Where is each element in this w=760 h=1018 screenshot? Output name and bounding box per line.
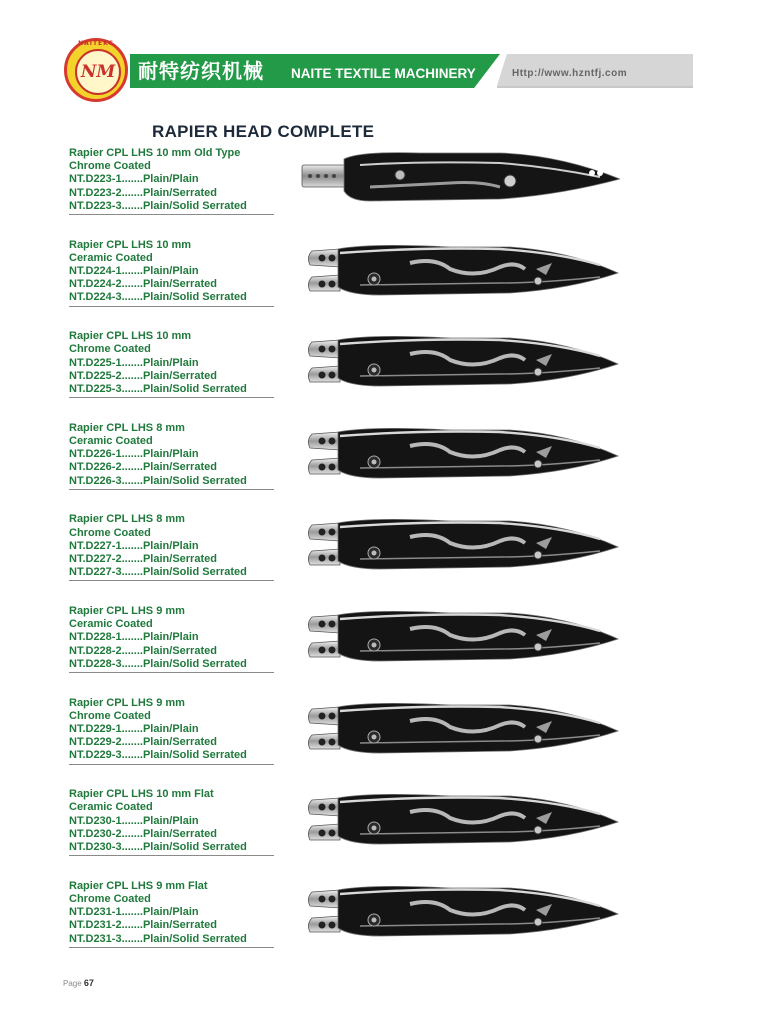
product-variant: NT.D229-1.......Plain/Plain: [69, 723, 199, 735]
product-variant: NT.D224-1.......Plain/Plain: [69, 265, 199, 277]
product-item: [62, 880, 702, 960]
product-variant: NT.D226-1.......Plain/Plain: [69, 448, 199, 461]
product-variant: NT.D223-1.......Plain/Plain: [69, 173, 199, 186]
product-variant: NT.D227-2.......Plain/Serrated: [69, 553, 217, 565]
product-name: Rapier CPL LHS 9 mm Flat: [69, 879, 208, 892]
rapier-head-image: [300, 239, 620, 309]
product-variant: NT.D224-2.......Plain/Serrated: [69, 278, 217, 291]
product-description: [69, 605, 274, 673]
product-variant: NT.D230-3.......Plain/Solid Serrated: [69, 841, 247, 853]
rapier-head-image: [300, 788, 620, 858]
company-name-english: NAITE TEXTILE MACHINERY: [291, 66, 476, 81]
product-description: [69, 788, 274, 856]
product-coating: Chrome Coated: [69, 526, 151, 539]
company-logo: [64, 38, 128, 102]
product-description: [69, 880, 274, 948]
product-item: [62, 147, 702, 227]
product-description: [69, 239, 274, 307]
company-name-chinese: 耐特纺织机械: [138, 59, 264, 83]
product-coating: Chrome Coated: [69, 893, 151, 905]
product-variant: NT.D227-1.......Plain/Plain: [69, 539, 199, 552]
header-divider: [497, 86, 693, 88]
product-coating: Ceramic Coated: [69, 251, 153, 264]
rapier-head-image: [300, 605, 620, 675]
page-footer: [63, 978, 94, 988]
product-description: [69, 513, 274, 581]
product-item: [62, 605, 702, 685]
page-title: RAPIER HEAD COMPLETE: [152, 122, 375, 141]
product-name: Rapier CPL LHS 9 mm: [69, 605, 185, 617]
page-label: Page: [63, 979, 82, 988]
product-coating: Chrome Coated: [69, 709, 151, 722]
product-item: [62, 513, 702, 593]
product-name: Rapier CPL LHS 10 mm: [69, 330, 192, 343]
product-description: [69, 697, 274, 765]
product-description: [69, 147, 274, 215]
product-variant: NT.D225-3.......Plain/Solid Serrated: [69, 383, 247, 395]
product-variant: NT.D230-2.......Plain/Serrated: [69, 827, 217, 840]
product-variant: NT.D229-2.......Plain/Serrated: [69, 736, 217, 749]
product-variant: NT.D223-2.......Plain/Serrated: [69, 186, 217, 199]
product-name: Rapier CPL LHS 10 mm Old Type: [69, 147, 241, 159]
rapier-head-image: [300, 880, 620, 950]
product-coating: Chrome Coated: [69, 160, 151, 173]
product-item: [62, 697, 702, 777]
product-coating: Ceramic Coated: [69, 618, 153, 631]
product-description: [69, 422, 274, 490]
product-item: [62, 330, 702, 410]
product-item: [62, 788, 702, 868]
product-variant: NT.D223-3.......Plain/Solid Serrated: [69, 199, 247, 212]
product-variant: NT.D227-3.......Plain/Solid Serrated: [69, 566, 247, 579]
product-variant: NT.D229-3.......Plain/Solid Serrated: [69, 749, 247, 762]
rapier-head-image: [300, 697, 620, 767]
rapier-head-image: [300, 147, 620, 217]
product-name: Rapier CPL LHS 8 mm: [69, 421, 185, 434]
product-variant: NT.D226-2.......Plain/Serrated: [69, 461, 217, 474]
product-variant: NT.D225-1.......Plain/Plain: [69, 356, 199, 369]
product-coating: Chrome Coated: [69, 343, 151, 356]
product-variant: NT.D225-2.......Plain/Serrated: [69, 369, 217, 382]
rapier-head-image: [300, 513, 620, 583]
website-url[interactable]: Http://www.hzntfj.com: [512, 68, 628, 79]
product-variant: NT.D228-2.......Plain/Serrated: [69, 644, 217, 657]
rapier-head-image: [300, 330, 620, 400]
product-item: [62, 422, 702, 502]
logo-ring-text: NAITEKC: [78, 40, 114, 47]
product-variant: NT.D231-1.......Plain/Plain: [69, 906, 199, 919]
logo-monogram: NM: [75, 49, 121, 95]
product-variant: NT.D226-3.......Plain/Solid Serrated: [69, 474, 247, 487]
page-number: 67: [83, 978, 94, 988]
product-variant: NT.D228-1.......Plain/Plain: [69, 631, 199, 644]
product-variant: NT.D230-1.......Plain/Plain: [69, 814, 199, 827]
product-variant: NT.D231-2.......Plain/Serrated: [69, 919, 217, 932]
product-item: [62, 239, 702, 319]
page-header: [0, 0, 760, 110]
product-name: Rapier CPL LHS 10 mm Flat: [69, 788, 214, 801]
rapier-head-image: [300, 422, 620, 492]
product-variant: NT.D231-3.......Plain/Solid Serrated: [69, 932, 247, 945]
product-name: Rapier CPL LHS 9 mm: [69, 696, 185, 709]
product-coating: Ceramic Coated: [69, 801, 153, 814]
product-variant: NT.D224-3.......Plain/Solid Serrated: [69, 291, 247, 304]
product-name: Rapier CPL LHS 8 mm: [69, 513, 185, 526]
product-variant: NT.D228-3.......Plain/Solid Serrated: [69, 657, 247, 670]
product-name: Rapier CPL LHS 10 mm: [69, 238, 192, 251]
product-description: [69, 330, 274, 398]
product-coating: Ceramic Coated: [69, 435, 153, 447]
